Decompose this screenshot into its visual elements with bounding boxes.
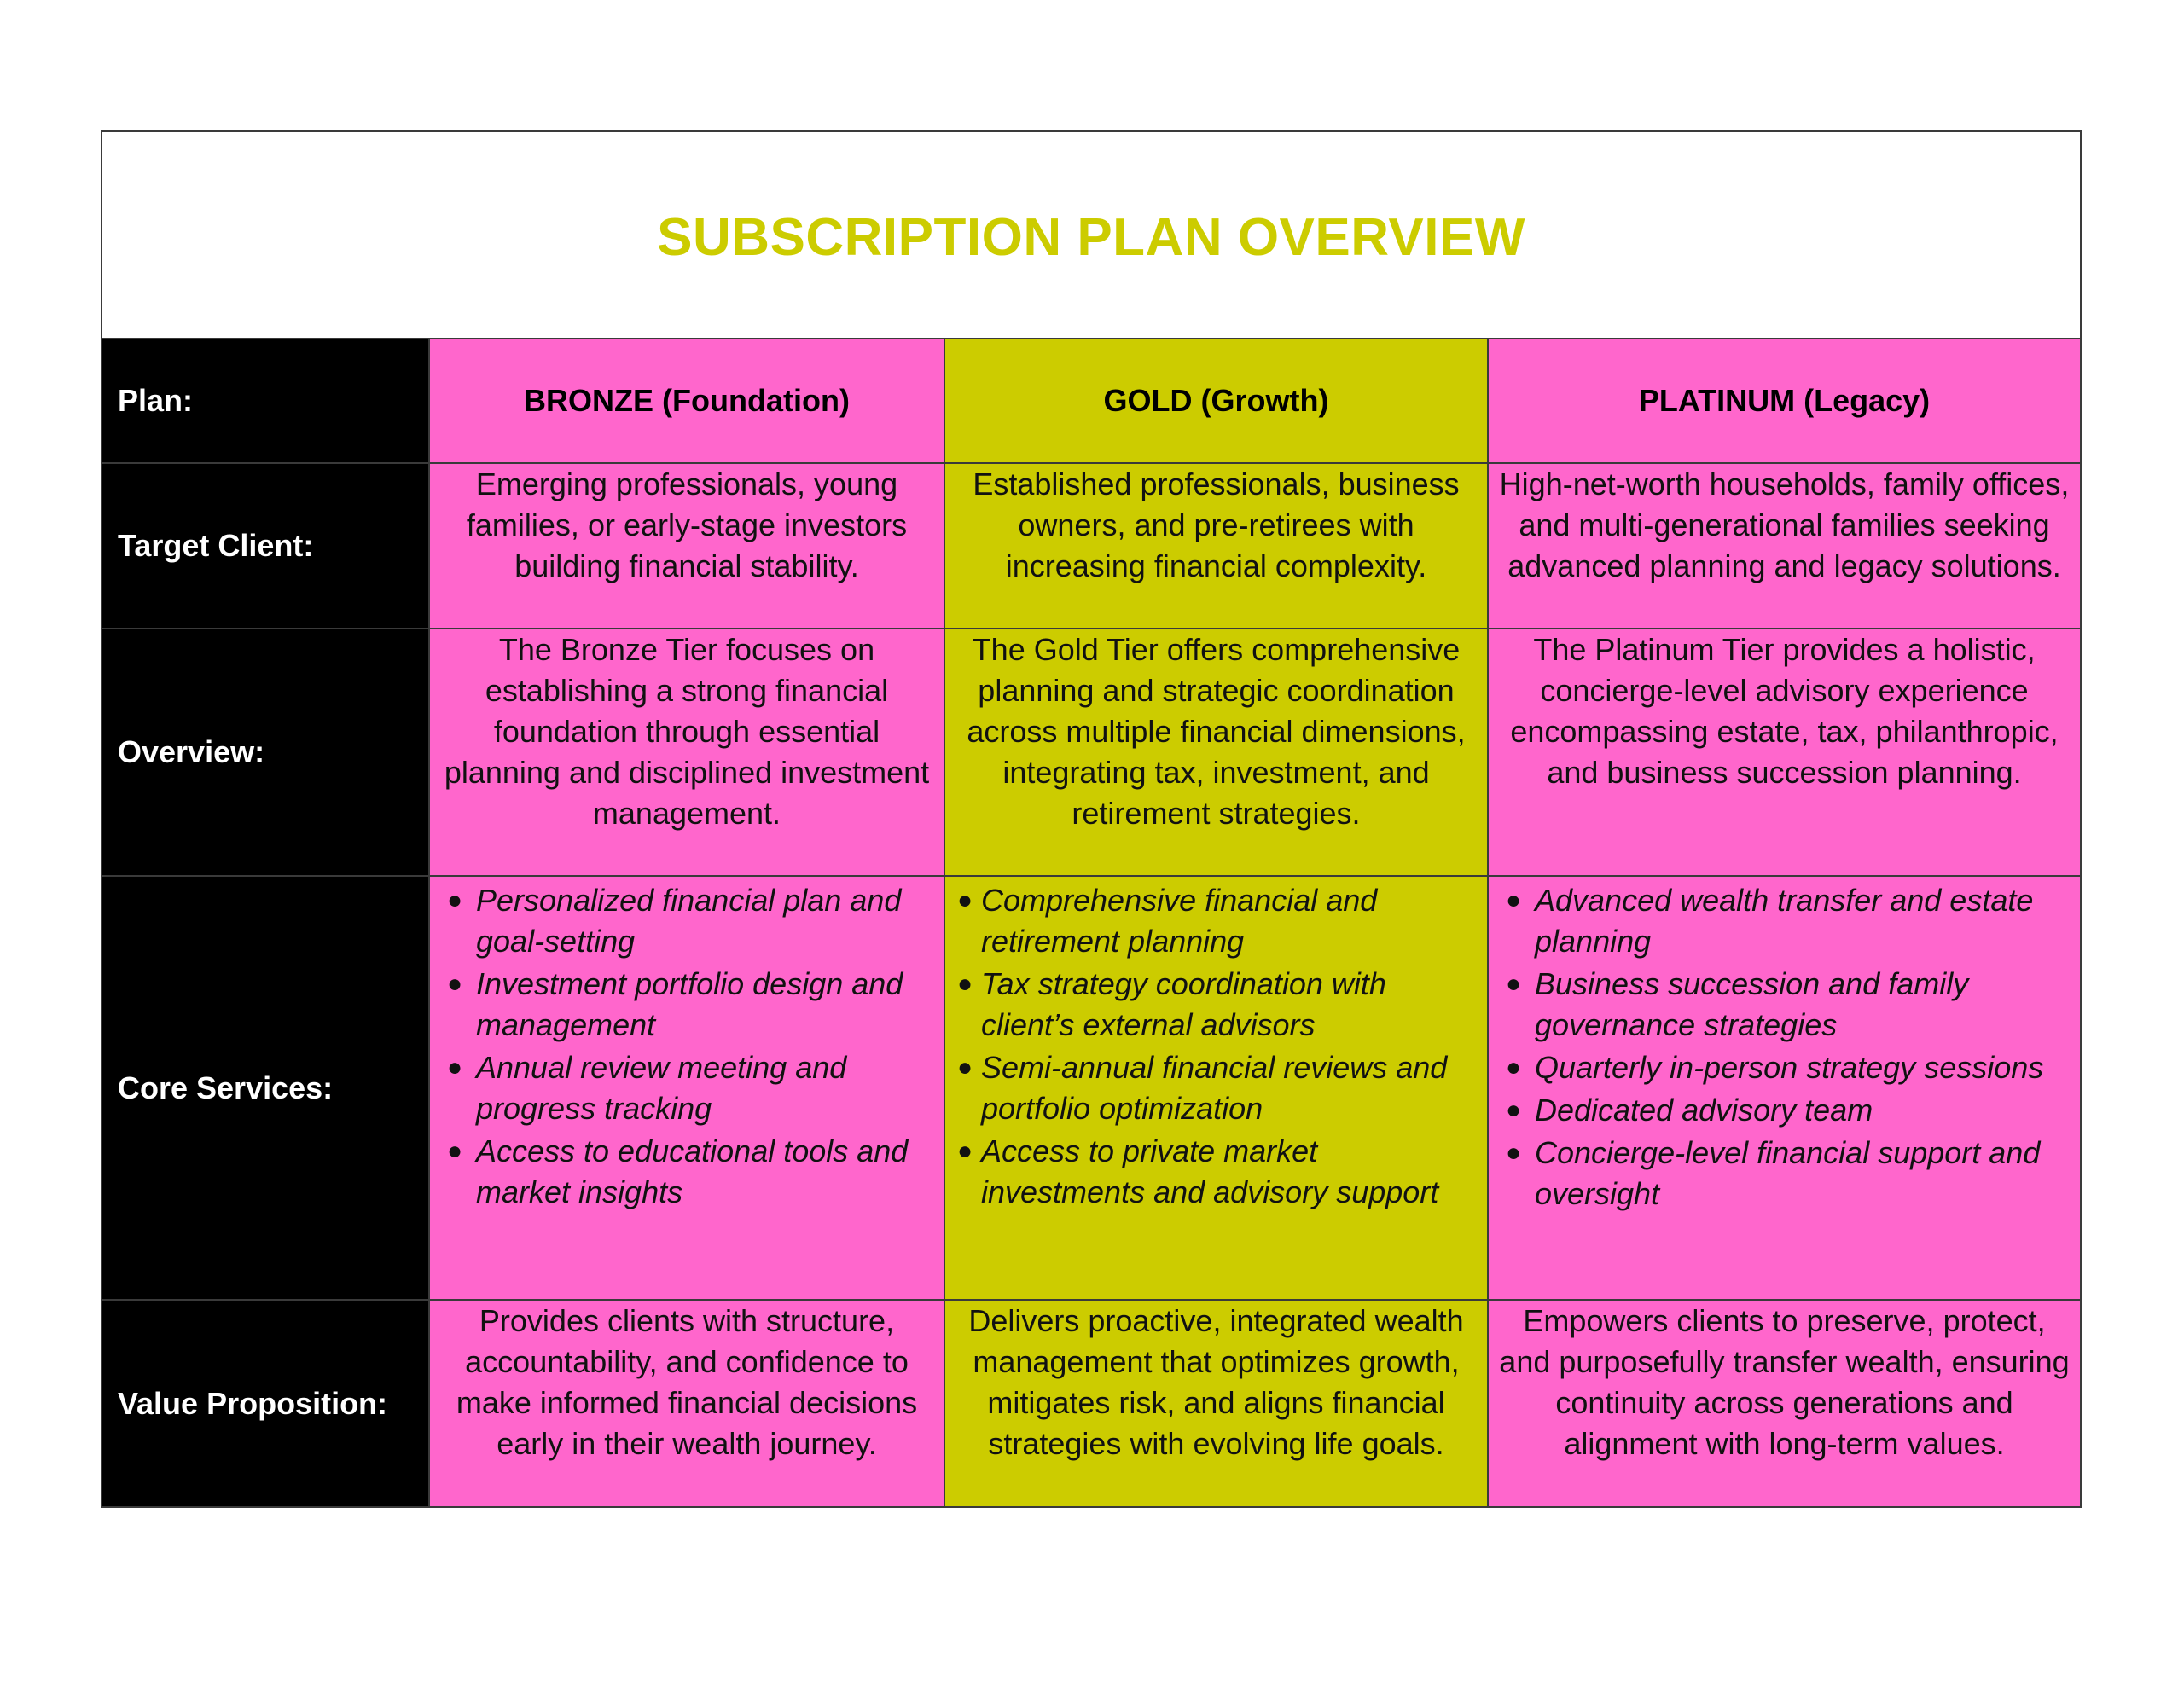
service-text: Investment portfolio design and management — [476, 966, 903, 1042]
service-text: Dedicated advisory team — [1535, 1093, 1873, 1128]
plan-name-platinum: PLATINUM (Legacy) — [1488, 339, 2081, 463]
value-proposition-bronze: Provides clients with structure, accountability, and confidence to make informed financial decisions early in their wealth journey. — [429, 1300, 944, 1507]
service-text: Personalized financial plan and goal-setting — [476, 883, 902, 959]
list-item — [956, 964, 1477, 1046]
list-item — [956, 1131, 1477, 1213]
bullet-icon: ● — [447, 970, 463, 998]
row-label-overview: Overview: — [102, 629, 429, 876]
table-title-cell — [102, 131, 2081, 339]
list-item — [1499, 880, 2070, 962]
table-row-plan — [102, 339, 2081, 463]
value-proposition-gold: Delivers proactive, integrated wealth management that optimizes growth, mitigates risk, and aligns financial strategies with evolving life goals. — [944, 1300, 1488, 1507]
row-label-core-services: Core Services: — [102, 876, 429, 1300]
core-services-bronze — [429, 876, 944, 1300]
service-text: Semi-annual financial reviews and portfolio optimization — [981, 1050, 1448, 1126]
service-text: Quarterly in-person strategy sessions — [1535, 1050, 2044, 1085]
service-text: Comprehensive financial and retirement planning — [981, 883, 1378, 959]
core-services-gold — [944, 876, 1488, 1300]
plan-name-bronze: BRONZE (Foundation) — [429, 339, 944, 463]
bullet-icon: ● — [447, 886, 463, 914]
table-row-target-client — [102, 463, 2081, 629]
bullet-icon: ● — [957, 1137, 973, 1165]
bullet-icon: ● — [1506, 1096, 1522, 1124]
page-title: SUBSCRIPTION PLAN OVERVIEW — [657, 208, 1525, 267]
service-text: Annual review meeting and progress tracking — [476, 1050, 847, 1126]
bullet-icon: ● — [1506, 1053, 1522, 1081]
service-text: Access to private market investments and advisory support — [981, 1133, 1439, 1209]
service-text: Advanced wealth transfer and estate planning — [1535, 883, 2034, 959]
target-client-bronze: Emerging professionals, young families, or early-stage investors building financial stability. — [429, 463, 944, 629]
row-label-value-proposition: Value Proposition: — [102, 1300, 429, 1507]
service-text: Access to educational tools and market insights — [476, 1133, 909, 1209]
bullet-icon: ● — [1506, 1139, 1522, 1167]
plan-overview-page — [101, 130, 2080, 1508]
row-label-target-client: Target Client: — [102, 463, 429, 629]
bullet-icon: ● — [957, 970, 973, 998]
list-item — [1499, 964, 2070, 1046]
overview-gold: The Gold Tier offers comprehensive planning and strategic coordination across multiple financial dimensions, integrating tax, investment, and retirement strategies. — [944, 629, 1488, 876]
bullet-icon: ● — [957, 886, 973, 914]
service-text: Business succession and family governance strategies — [1535, 966, 1969, 1042]
value-proposition-platinum: Empowers clients to preserve, protect, and purposefully transfer wealth, ensuring continuity across generations and alignment with long-term values. — [1488, 1300, 2081, 1507]
overview-bronze: The Bronze Tier focuses on establishing a strong financial foundation through essential planning and disciplined investment management. — [429, 629, 944, 876]
subscription-plan-table — [101, 130, 2082, 1508]
bullet-icon: ● — [447, 1053, 463, 1081]
list-item — [956, 1047, 1477, 1129]
list-item — [440, 880, 933, 962]
table-row-value-proposition — [102, 1300, 2081, 1507]
table-row-core-services — [102, 876, 2081, 1300]
services-list-platinum — [1499, 880, 2070, 1215]
core-services-platinum — [1488, 876, 2081, 1300]
list-item — [440, 964, 933, 1046]
service-text: Concierge-level financial support and oversight — [1535, 1135, 2041, 1211]
bullet-icon: ● — [957, 1053, 973, 1081]
bullet-icon: ● — [1506, 886, 1522, 914]
target-client-gold: Established professionals, business owners, and pre-retirees with increasing financial complexity. — [944, 463, 1488, 629]
table-row-overview — [102, 629, 2081, 876]
bullet-icon: ● — [1506, 970, 1522, 998]
bullet-icon: ● — [447, 1137, 463, 1165]
target-client-platinum: High-net-worth households, family offices, and multi-generational families seeking advanced planning and legacy solutions. — [1488, 463, 2081, 629]
list-item — [1499, 1090, 2070, 1131]
plan-name-gold: GOLD (Growth) — [944, 339, 1488, 463]
services-list-bronze — [440, 880, 933, 1213]
list-item — [956, 880, 1477, 962]
service-text: Tax strategy coordination with client’s external advisors — [981, 966, 1386, 1042]
list-item — [440, 1047, 933, 1129]
overview-platinum: The Platinum Tier provides a holistic, concierge-level advisory experience encompassing estate, tax, philanthropic, and business succession planning. — [1488, 629, 2081, 876]
list-item — [1499, 1133, 2070, 1215]
list-item — [1499, 1047, 2070, 1088]
list-item — [440, 1131, 933, 1213]
services-list-gold — [956, 880, 1477, 1213]
row-label-plan: Plan: — [102, 339, 429, 463]
